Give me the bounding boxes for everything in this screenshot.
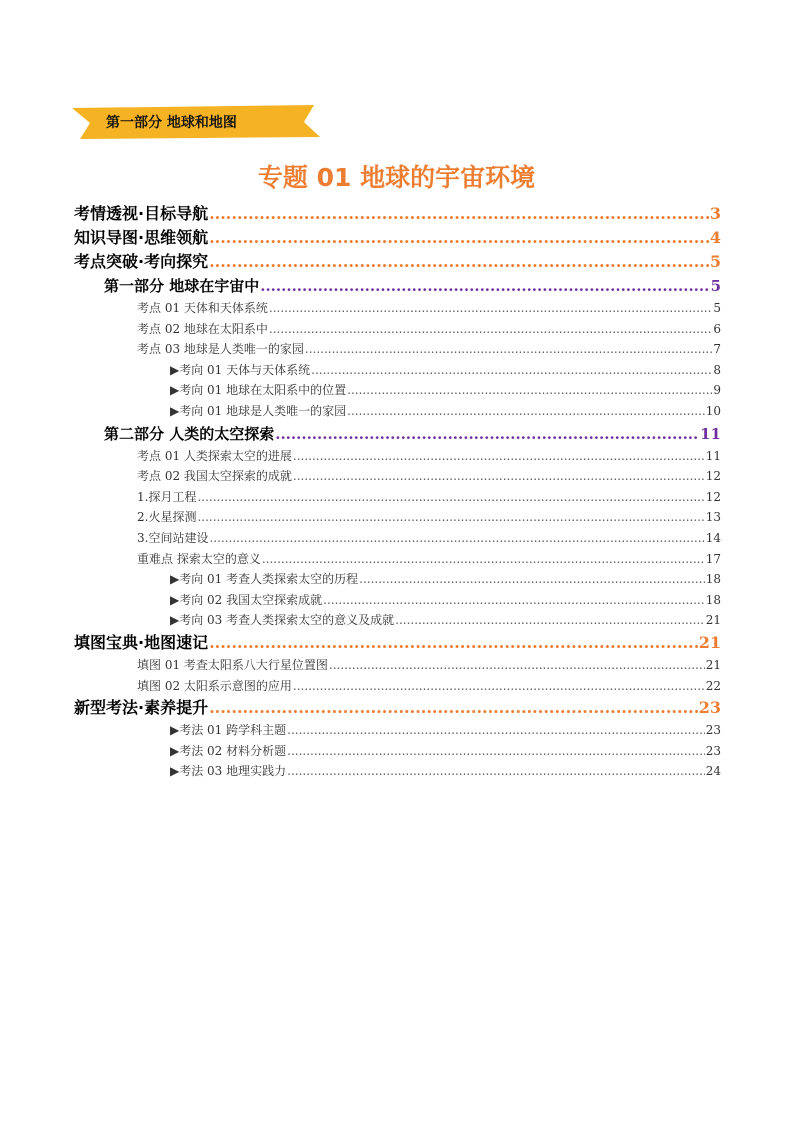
toc-page-number: 23: [698, 698, 721, 718]
toc-entry[interactable]: [74, 401, 721, 422]
toc-entry[interactable]: [74, 466, 721, 487]
toc-entry-label: 2.火星探测: [137, 510, 197, 525]
toc-entry-label: ▶考法 01 跨学科主题: [170, 723, 287, 738]
toc-entry-label: ▶考向 01 天体与天体系统: [170, 362, 311, 377]
toc-leader-dots: [209, 250, 709, 274]
toc-entry-label: ▶考法 02 材料分析题: [170, 743, 287, 758]
toc-page-number: 5: [710, 277, 721, 295]
toc-entry-label: 考点 01 天体和天体系统: [137, 301, 268, 315]
toc-entry[interactable]: [74, 720, 721, 741]
toc-page-number: 12: [705, 489, 721, 504]
toc-leader-dots: [287, 720, 705, 741]
toc-leader-dots: [209, 631, 698, 655]
toc-entry[interactable]: [74, 319, 721, 340]
toc-leader-dots: [197, 487, 704, 508]
toc-entry-label: ▶考向 02 我国太空探索成就: [170, 592, 323, 607]
toc-page-number: 21: [698, 632, 721, 652]
toc-page-number: 12: [705, 469, 721, 484]
toc-entry[interactable]: [74, 631, 721, 655]
toc-entry[interactable]: [74, 761, 721, 782]
toc-leader-dots: [197, 507, 704, 528]
toc-leader-dots: [269, 298, 712, 319]
toc-page-number: 24: [705, 764, 721, 779]
toc-page-number: 23: [705, 723, 721, 738]
toc-leader-dots: [329, 655, 705, 676]
toc-entry[interactable]: [74, 422, 721, 446]
toc-entry[interactable]: [74, 569, 721, 590]
toc-page-number: 6: [713, 321, 721, 336]
toc-leader-dots: [395, 610, 705, 631]
toc-entry[interactable]: [74, 549, 721, 570]
toc-page-number: 7: [713, 342, 721, 357]
toc-entry-label: 新型考法·素养提升: [74, 698, 209, 718]
toc-page-number: 17: [705, 551, 721, 566]
toc-leader-dots: [305, 339, 712, 360]
section-banner: [72, 104, 322, 140]
toc-entry[interactable]: [74, 676, 721, 697]
toc-page-number: 22: [705, 678, 721, 693]
toc-entry-label: ▶考向 01 地球是人类唯一的家园: [170, 403, 347, 418]
toc-leader-dots: [209, 528, 704, 549]
toc-entry-label: 填图宝典·地图速记: [74, 632, 209, 652]
toc-page-number: 3: [709, 204, 721, 223]
toc-entry[interactable]: [74, 298, 721, 319]
toc-leader-dots: [287, 761, 705, 782]
toc-page-number: 4: [709, 228, 721, 247]
toc-leader-dots: [311, 360, 712, 381]
toc-entry[interactable]: [74, 528, 721, 549]
toc-entry-label: ▶考向 01 考查人类探索太空的历程: [170, 572, 359, 587]
banner-label: 第一部分 地球和地图: [106, 115, 237, 131]
toc-page-number: 21: [705, 613, 721, 628]
toc-page-number: 11: [700, 424, 721, 443]
toc-page-number: 10: [705, 403, 721, 418]
toc-entry-label: 第二部分 人类的太空探索: [104, 424, 275, 443]
toc-leader-dots: [293, 676, 705, 697]
toc-entry[interactable]: [74, 360, 721, 381]
page-title: 专题 01 地球的宇宙环境: [257, 163, 536, 192]
toc-entry[interactable]: [74, 380, 721, 401]
toc-page-number: 11: [705, 448, 721, 463]
toc-entry[interactable]: [74, 487, 721, 508]
toc-leader-dots: [293, 466, 705, 487]
toc-entry-label: 考点 02 地球在太阳系中: [137, 321, 268, 336]
toc-leader-dots: [262, 549, 705, 570]
toc-entry[interactable]: [74, 590, 721, 611]
toc-entry[interactable]: [74, 741, 721, 762]
toc-leader-dots: [275, 422, 699, 446]
toc-entry[interactable]: [74, 507, 721, 528]
toc-entry-label: 知识导图·思维领航: [74, 228, 209, 247]
toc-entry-label: 考情透视·目标导航: [74, 204, 209, 223]
toc-entry-label: 重难点 探索太空的意义: [137, 551, 261, 566]
toc-page-number: 23: [705, 743, 721, 758]
toc-page-number: 18: [705, 572, 721, 587]
toc-leader-dots: [287, 741, 705, 762]
toc-entry[interactable]: [74, 655, 721, 676]
toc-entry[interactable]: [74, 226, 721, 250]
toc-leader-dots: [347, 401, 705, 422]
toc-entry-label: ▶考向 01 地球在太阳系中的位置: [170, 383, 347, 398]
toc-entry-label: 考点 01 人类探索太空的进展: [137, 448, 292, 463]
toc-leader-dots: [209, 226, 709, 250]
toc-entry-label: 第一部分 地球在宇宙中: [104, 277, 260, 295]
toc-leader-dots: [323, 590, 705, 611]
toc-page-number: 18: [705, 592, 721, 607]
toc-entry[interactable]: [74, 250, 721, 274]
toc-entry[interactable]: [74, 610, 721, 631]
toc-entry-label: 填图 01 考查太阳系八大行星位置图: [137, 657, 328, 672]
table-of-contents: [74, 202, 721, 782]
toc-leader-dots: [269, 319, 712, 340]
toc-entry-label: 考点突破·考向探究: [74, 252, 209, 271]
toc-leader-dots: [347, 380, 712, 401]
toc-page-number: 14: [705, 530, 721, 545]
toc-entry[interactable]: [74, 202, 721, 226]
toc-entry[interactable]: [74, 339, 721, 360]
toc-entry-label: ▶考向 03 考查人类探索太空的意义及成就: [170, 613, 395, 628]
toc-page-number: 8: [713, 362, 721, 377]
toc-entry-label: 填图 02 太阳系示意图的应用: [137, 678, 292, 693]
toc-leader-dots: [359, 569, 705, 590]
toc-leader-dots: [293, 446, 705, 467]
toc-entry[interactable]: [74, 446, 721, 467]
toc-entry[interactable]: [74, 696, 721, 720]
toc-entry[interactable]: [74, 274, 721, 298]
toc-entry-label: 考点 02 我国太空探索的成就: [137, 469, 292, 484]
toc-page-number: 5: [713, 301, 721, 315]
toc-page-number: 21: [705, 657, 721, 672]
toc-entry-label: 1.探月工程: [137, 489, 197, 504]
toc-leader-dots: [260, 274, 709, 298]
toc-page-number: 13: [705, 510, 721, 525]
toc-entry-label: 3.空间站建设: [137, 530, 209, 545]
toc-entry-label: ▶考法 03 地理实践力: [170, 764, 287, 779]
toc-leader-dots: [209, 696, 698, 720]
toc-entry-label: 考点 03 地球是人类唯一的家园: [137, 342, 304, 357]
toc-leader-dots: [209, 202, 709, 226]
toc-page-number: 5: [709, 252, 721, 271]
toc-page-number: 9: [713, 383, 721, 398]
